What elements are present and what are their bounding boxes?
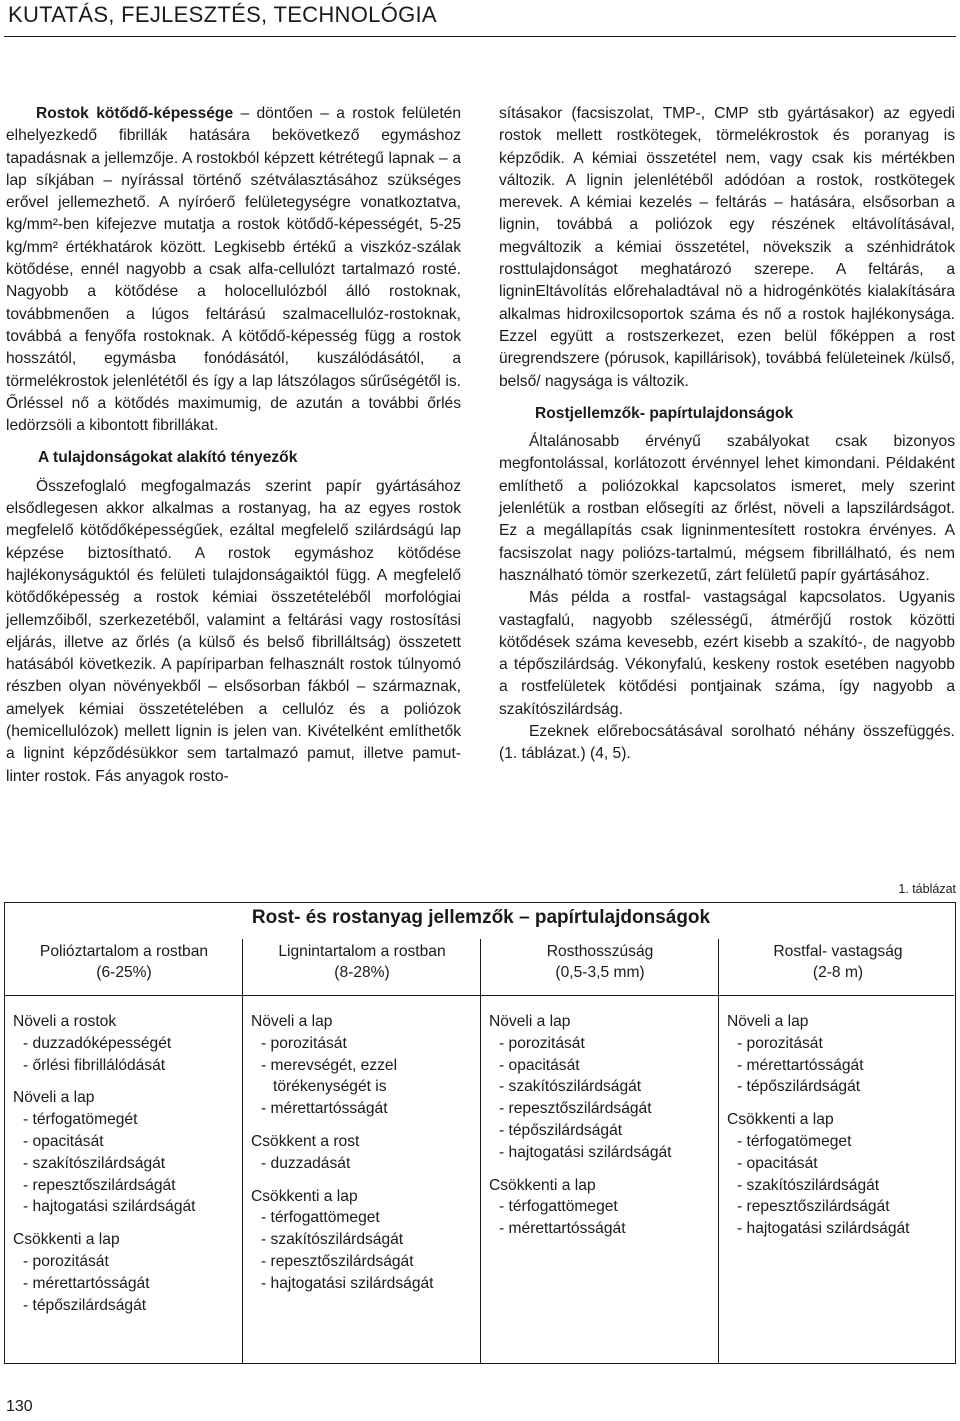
table-column-header <box>243 941 481 983</box>
effect-item: - térfogatömegét <box>23 1111 138 1129</box>
effect-item: - porozitását <box>499 1034 585 1052</box>
effect-item: - tépőszilárdságát <box>737 1078 861 1096</box>
table-column-header <box>719 941 957 983</box>
effect-item: - repesztőszilárdságát <box>499 1100 652 1118</box>
right-paragraph-2: Általánosabb érvényű szabályokat csak bizonyos megfontolással, korlátozott érvénnyel lehet kimondani. Példaként említhető a poliózokkal kapcsolatos ismeret, mely szerint jelenlétük a rostban elősegíti az őrlést, növeli a lapszilárdságot. Ez a megállapítás csak ligninmentesített rostokra érvényes. A facsiszolat nagy poliózs-tartalmú, mégsem fibrillálható, és nem használható tömör szerkezetű, zárt felületű papír gyártásához. <box>499 433 955 584</box>
effect-item: - repesztőszilárdságát <box>261 1252 414 1270</box>
effect-item: - opacitását <box>499 1056 580 1074</box>
left-paragraph-1 <box>6 103 461 437</box>
effect-item: - hajtogatási szilárdságát <box>23 1198 196 1216</box>
table-title: Rost- és rostanyag jellemzők – papírtulajdonságok <box>251 907 711 928</box>
left-heading: A tulajdonságokat alakító tényezők <box>38 449 298 467</box>
effect-group-label: Növeli a lap <box>251 1013 333 1030</box>
right-column <box>499 103 955 766</box>
effect-item: - szakítószilárdságát <box>499 1078 642 1096</box>
page-header <box>0 0 960 34</box>
effect-item: - porozitását <box>23 1252 109 1270</box>
effect-item: - mérettartósságát <box>23 1274 150 1292</box>
effect-item: - tépőszilárdságát <box>499 1121 623 1139</box>
group-spacer <box>13 1076 241 1087</box>
page-number: 130 <box>6 1398 33 1415</box>
group-spacer <box>251 1175 479 1186</box>
effect-item: - hajtogatási szilárdságát <box>499 1143 672 1161</box>
group-spacer <box>13 1218 241 1229</box>
effect-item: - térfogattömeget <box>499 1198 618 1216</box>
right-heading: Rostjellemzők- papírtulajdonságok <box>535 404 794 422</box>
effect-item: - térfogatömeget <box>737 1132 852 1150</box>
effect-group-label: Növeli a lap <box>727 1013 809 1030</box>
effect-item: - hajtogatási szilárdságát <box>261 1274 434 1292</box>
effect-item: - szakítószilárdságát <box>737 1176 880 1194</box>
effect-group-label: Csökkenti a lap <box>251 1187 358 1205</box>
table-cell-poliozt <box>5 1011 241 1316</box>
effect-item: - duzzadóképességét <box>23 1034 172 1052</box>
effect-group-label: Növeli a lap <box>13 1089 95 1107</box>
left-paragraph-1-bold: Rostok kötődő-képessége <box>36 105 234 122</box>
column-header-range: (2-8 m) <box>812 964 864 981</box>
effect-group-label: Csökkenti a lap <box>489 1176 596 1194</box>
left-paragraph-1-text: – döntően – a rostok felületén elhelyezkedő fibrillák hatására bekövetkező egymáshoz tapadásnak a jellemzője. A rostokból képzett kétrétegű lapnak – a lap síkjában – nyírással történő szétválasztásához szükséges erővel jellemezhető. A nyíróerő felületegységre vonatkoztatva, kg/mm²-ben kifejezve mutatja a rostok kötődő-képességét, 5-25 kg/mm² értékhatárok között. Legkisebb értékű a viszkóz-szálak kötődése, ennél nagyobb a csak alfa-cellulózt tartalmazó rosté. Nagyobb a kötődése a holocellulózból álló rostoknak, továbbmenően a lúgos feltárású szalmacellulóz-rostoknak, továbbá a fenyőfa rostoknak. A kötődő-képesség függ a rostok hosszától, egymásba fonódásától, kuszálódásától, a törmelékrostok jelenlététől és így a lap látszólagos sűrűségétől is. Őrléssel nő a kötődés maximumig, de azután a további őrlés ledörzsöli a kibontott fibrillákat. <box>6 105 461 435</box>
group-spacer <box>489 1164 717 1175</box>
effect-item: - repesztőszilárdságát <box>737 1198 890 1216</box>
effect-item: - szakítószilárdságát <box>23 1154 166 1172</box>
left-column <box>6 103 461 788</box>
column-header-label: Polióztartalom a rostban <box>39 943 209 960</box>
effect-item: - porozitását <box>737 1034 823 1052</box>
effect-item: - mérettartósságát <box>261 1100 388 1118</box>
effect-item: - tépőszilárdságát <box>23 1296 147 1314</box>
group-spacer <box>251 1120 479 1131</box>
effect-group-label: Növeli a rostok <box>13 1013 117 1030</box>
effect-item: törékenységét is <box>273 1078 387 1096</box>
right-paragraph-1: sításakor (facsiszolat, TMP-, CMP stb gyártásakor) az egyedi rostok mellett rostkötegek, törmelékrostok és poranyag is képződik. A kémiai összetétel nem, vagy csak kis mértékben változik. A lignin jelenlétéből adódóan a rostok, rostkötegek merevek. A kémiai kezelés – feltárás – hatására, elsősorban a lignin, továbbá a poliózok egy részének eltávolításával, megváltozik a kémiai összetétel, növekszik a szénhidrátok rosttulajdonságot meghatározó szerepe. A feltárás, a ligninEltávolítás előrehaladtával nö a hidrogénkötés kialakítására alkalmas hidroxilcsoportok száma és nő a rostok hajlékonysága. Ezzel együtt a rostszerkezet, ezen belül főképpen a rost üregrendszere (pórusok, kapillárisok), továbbá felületeinek /külső, belső/ nagysága is változik. <box>499 105 955 390</box>
effect-item: - porozitását <box>261 1034 347 1052</box>
effect-group-label: Növeli a lap <box>489 1013 571 1030</box>
header-divider <box>4 36 956 37</box>
group-spacer <box>727 1098 955 1109</box>
effect-item: - merevségét, ezzel <box>261 1056 398 1074</box>
effect-item: - opacitását <box>23 1132 104 1150</box>
column-header-label: Lignintartalom a rostban <box>278 943 446 960</box>
column-header-label: Rostfal- vastagság <box>773 943 903 960</box>
table-column-header <box>481 941 719 983</box>
column-header-range: (0,5-3,5 mm) <box>555 964 645 981</box>
effect-item: - mérettartósságát <box>737 1056 864 1074</box>
effect-item: - hajtogatási szilárdságát <box>737 1220 910 1238</box>
right-paragraph-3: Más példa a rostfal- vastagságal kapcsolatos. Ugyanis vastagfalú, nagyobb szélességű, átmérőjű rostok közötti kötődések száma kevesebb, ezért kisebb a szakító-, de nagyobb a tépőszilárdság. Vékonyfalú, keskeny rostok esetében nagyobb a rostfelületek kötődési pontjainak száma, így nagyobb a szakítószilárdság. <box>499 589 955 718</box>
section-title: KUTATÁS, FEJLESZTÉS, TECHNOLÓGIA <box>8 2 437 27</box>
effect-item: - szakítószilárdságát <box>261 1231 404 1249</box>
table-column-header <box>5 941 243 983</box>
effect-item: - repesztőszilárdságát <box>23 1176 176 1194</box>
effect-item: - opacitását <box>737 1154 818 1172</box>
effect-group-label: Csökkenti a lap <box>13 1231 120 1249</box>
left-paragraph-2: Összefoglaló megfogalmazás szerint papír gyártásához elsődlegesen akkor alkalmas a rostanyag, ha az egyes rostok megfelelő kötődőképességűek, ezáltal megfelelő szilárdságú lap képzése biztosítható. A rostok egymáshoz kötődése hajlékonyságuktól és felületi tulajdonságaiktól függ. A megfelelő kötődőképesség a rostok kémiai összetételéből morfológiai jellemzőiből, szerkezetéből, valamint a feltárási vagy rostosítási eljárás, illetve az őrlés (a külső és belső fibrilláltság) összetett hatásából következik. A papíriparban felhasznált rostok túlnyomó részben olyan növényekből – elsősorban fákból – származnak, amelyek kémiai összetételében a cellulóz és a poliózok (hemicellulózok) mellett lignin is jelen van. Kivételként említhetők a lignint képződésükkor sem tartalmazó pamut, illetve pamut-linter rostok. Fás anyagok rosto- <box>6 477 461 785</box>
effect-item: - duzzadását <box>261 1154 351 1172</box>
properties-table <box>4 902 956 1364</box>
right-paragraph-4: Ezeknek előrebocsátásával sorolható néhány összefüggés. (1. táblázat.) (4, 5). <box>499 723 955 763</box>
column-header-range: (6-25%) <box>96 964 152 981</box>
column-header-range: (8-28%) <box>334 964 390 981</box>
table-cell-rosthossz <box>481 1011 717 1240</box>
table-cell-rostfal <box>719 1011 955 1240</box>
effect-item: - őrlési fibrillálódását <box>23 1056 166 1074</box>
effect-item: - térfogattömeget <box>261 1209 380 1227</box>
table-cell-lignin <box>243 1011 479 1295</box>
table-label: 1. táblázat <box>898 882 956 896</box>
column-header-label: Rosthosszúság <box>546 943 654 960</box>
effect-group-label: Csökkenti a lap <box>727 1111 834 1129</box>
effect-item: - mérettartósságát <box>499 1220 626 1238</box>
effect-group-label: Csökkent a rost <box>251 1132 360 1150</box>
